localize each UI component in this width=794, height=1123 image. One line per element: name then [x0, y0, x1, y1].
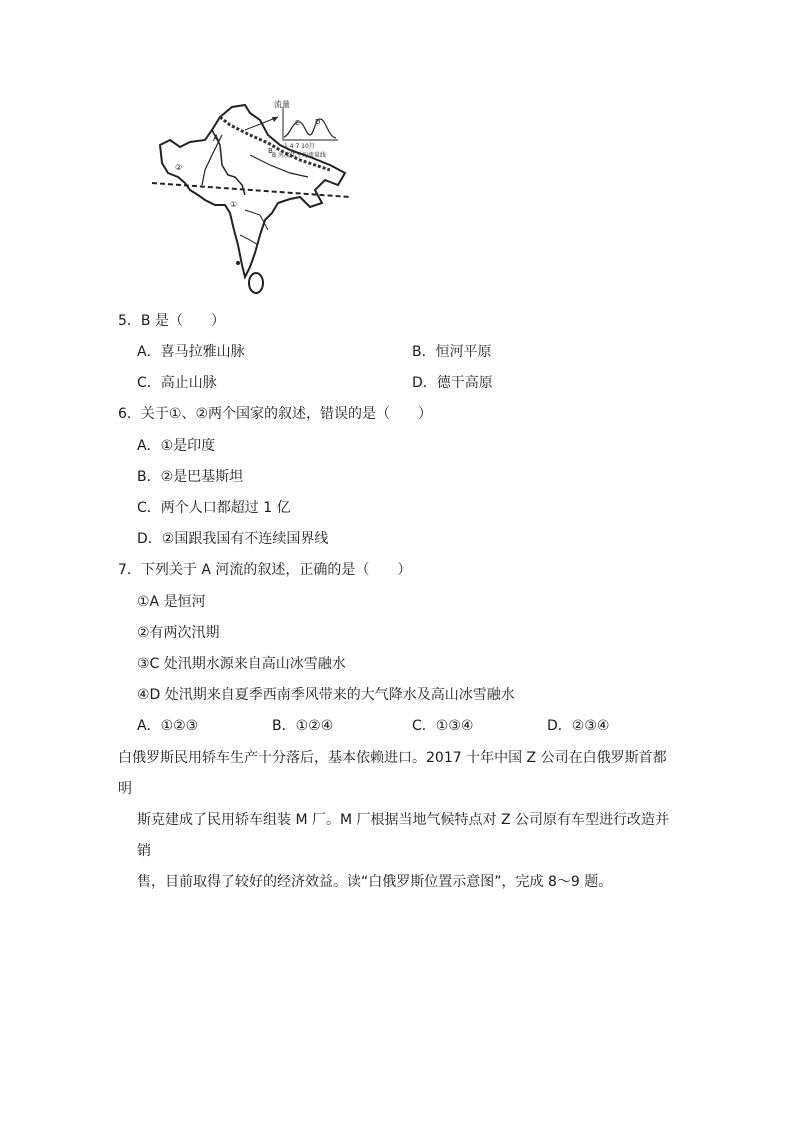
map-label-1: ①: [230, 200, 238, 209]
q7-option-a: A．①②③: [137, 718, 199, 734]
map-label-2: ②: [175, 163, 183, 172]
legend-caption: B 河流年平均流量线: [272, 152, 327, 159]
q6-option-c: C．两个人口都超过 1 亿: [137, 500, 291, 516]
question-5-stem: 5．B 是（ ）: [118, 313, 225, 329]
legend-x-ticks: 1 4 7 10月: [284, 143, 315, 150]
question-7-stem: 7．下列关于 A 河流的叙述，正确的是（ ）: [118, 562, 412, 578]
q7-statement-2: ②有两次汛期: [137, 625, 220, 641]
q6-option-b: B．②是巴基斯坦: [137, 469, 244, 485]
legend-peak-c: C: [295, 119, 300, 127]
q7-option-b: B．①②④: [272, 718, 334, 734]
legend-flow-curve: [284, 119, 336, 138]
q7-statement-1: ①A 是恒河: [137, 594, 206, 610]
q6-option-d: D．②国跟我国有不连续国界线: [137, 531, 329, 547]
legend-peak-d: D: [315, 118, 321, 126]
q7-statement-4: ④D 处汛期来自夏季西南季风带来的大气降水及高山冰雪融水: [137, 687, 515, 703]
q7-option-d: D．②③④: [547, 718, 610, 734]
question-6-stem: 6．关于①、②两个国家的叙述，错误的是（ ）: [118, 406, 433, 422]
passage-line-1: 白俄罗斯民用轿车生产十分落后，基本依赖进口。2017 十年中国 Z 公司在白俄罗斯首都明: [118, 750, 667, 797]
legend-y-label: 流量: [274, 100, 290, 109]
q5-option-c: C．高止山脉: [137, 375, 217, 391]
q7-option-c: C．①③④: [412, 718, 474, 734]
south-asia-map-figure: [150, 95, 360, 300]
passage-line-2: 斯克建成了民用轿车组装 M 厂。M 厂根据当地气候特点对 Z 公司原有车型进行改造并销: [137, 812, 669, 859]
belarus-passage: [118, 743, 678, 898]
map-label-b: B: [268, 147, 273, 155]
q6-option-a: A．①是印度: [137, 438, 216, 454]
passage-line-3: 售，目前取得了较好的经济效益。读“白俄罗斯位置示意图”，完成 8～9 题。: [137, 874, 613, 890]
q5-option-a: A．喜马拉雅山脉: [137, 344, 245, 360]
q5-option-d: D．德干高原: [412, 375, 493, 391]
sri-lanka-island: [249, 273, 263, 293]
map-label-a: A: [213, 134, 220, 144]
q7-statement-3: ③C 处汛期水源来自高山冰雪融水: [137, 656, 346, 672]
q5-option-b: B．恒河平原: [412, 344, 492, 360]
